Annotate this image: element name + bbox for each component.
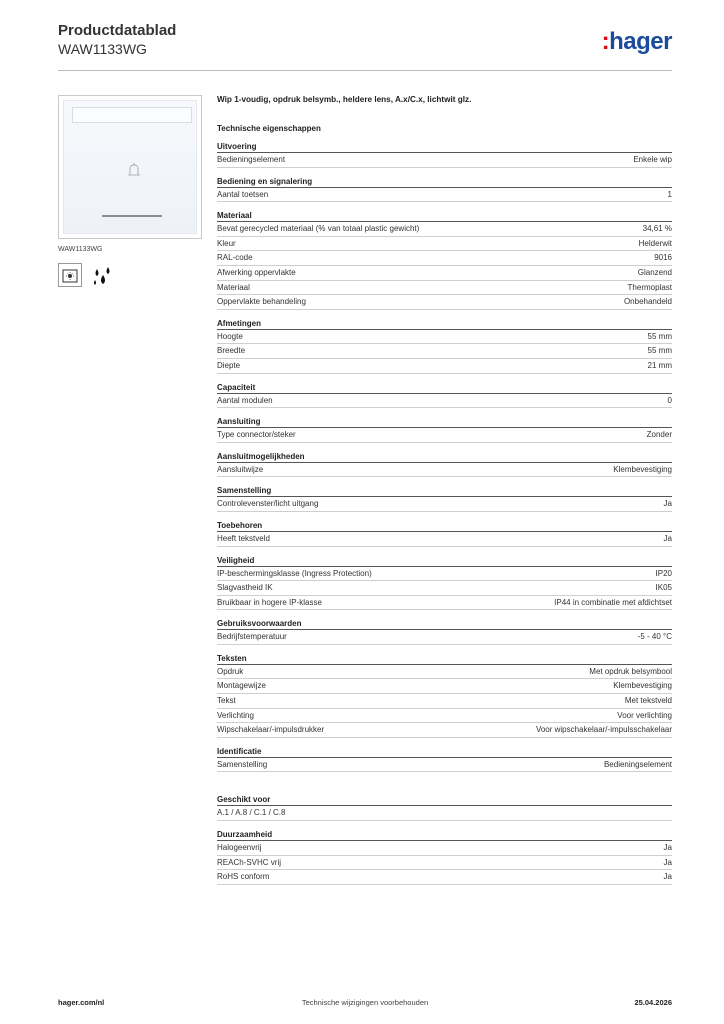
- group-title: Aansluitmogelijkheden: [217, 443, 672, 463]
- spec-value: Helderwit: [638, 238, 672, 248]
- spec-row: [217, 806, 672, 821]
- group-title: Samenstelling: [217, 477, 672, 497]
- spec-row: [217, 581, 672, 596]
- spec-row: [217, 758, 672, 773]
- spec-label: Montagewijze: [217, 681, 266, 691]
- spec-value: 34,61 %: [642, 224, 672, 234]
- spec-value: IP44 in combinatie met afdichtset: [554, 597, 672, 607]
- spec-value: Klembevestiging: [613, 464, 672, 474]
- spec-row: [217, 344, 672, 359]
- spec-value: Met tekstveld: [624, 696, 672, 706]
- spec-value: Bedieningselement: [603, 759, 672, 769]
- spec-label: Diepte: [217, 360, 241, 370]
- spec-row: [217, 153, 672, 168]
- spec-label: Hoogte: [217, 331, 243, 341]
- spec-row: [217, 497, 672, 512]
- spec-label: Wipschakelaar/-impulsdrukker: [217, 725, 325, 735]
- spec-label: Kleur: [217, 238, 236, 248]
- spec-group: [217, 310, 672, 374]
- spec-row: [217, 567, 672, 582]
- spec-row: [217, 679, 672, 694]
- article-number: WAW1133WG: [58, 41, 147, 57]
- spec-label: Bedieningselement: [217, 155, 286, 164]
- group-title: Materiaal: [217, 202, 672, 222]
- spec-row: [217, 630, 672, 645]
- spec-label: REACh-SVHC vrij: [217, 857, 282, 867]
- spec-group: [217, 133, 672, 168]
- product-image: [58, 95, 202, 239]
- spec-row: [217, 237, 672, 252]
- spec-label: Type connector/steker: [217, 430, 296, 440]
- spec-label: Bevat gerecycled materiaal (% van totaal plastic gewicht): [217, 224, 420, 234]
- product-description: Wip 1-voudig, opdruk belsymb., heldere lens, A.x/C.x, lichtwit glz.: [217, 95, 472, 104]
- spec-row: [217, 359, 672, 374]
- spec-value: IK05: [655, 583, 672, 593]
- spec-row: [217, 463, 672, 478]
- spec-label: Aansluitwijze: [217, 464, 264, 474]
- group-title: Afmetingen: [217, 310, 672, 330]
- spec-value: Glanzend: [637, 267, 672, 277]
- logo-text: hager: [609, 28, 672, 55]
- spec-group-suitable: [217, 786, 672, 821]
- spec-value: 9016: [654, 253, 672, 263]
- spec-row: [217, 596, 672, 611]
- spec-label: RAL-code: [217, 253, 253, 263]
- spec-label: Halogeenvrij: [217, 843, 262, 853]
- spec-label: Bedrijfstemperatuur: [217, 632, 287, 642]
- group-title: Aansluiting: [217, 408, 672, 428]
- spec-row: [217, 330, 672, 345]
- spec-row: [217, 723, 672, 738]
- website-link[interactable]: hager.com/nl: [58, 998, 105, 1007]
- image-caption: WAW1133WG: [58, 246, 103, 253]
- spec-groups: [217, 133, 672, 772]
- spec-value: 55 mm: [647, 346, 672, 356]
- footer-date: 25.04.2026: [634, 998, 672, 1007]
- spec-row: [217, 694, 672, 709]
- lens-strip: [72, 107, 192, 123]
- group-title: Toebehoren: [217, 512, 672, 532]
- spec-value: Voor wipschakelaar/-impulsschakelaar: [535, 725, 672, 735]
- spec-group-sustainability: [217, 821, 672, 885]
- spec-value: Met opdruk belsymbool: [589, 666, 672, 676]
- spec-row: [217, 266, 672, 281]
- spec-group: [217, 738, 672, 773]
- spec-group: [217, 547, 672, 611]
- spec-row: [217, 394, 672, 409]
- spec-value: Ja: [663, 533, 672, 543]
- spec-label: Aantal modulen: [217, 395, 273, 405]
- spec-label: Aantal toetsen: [217, 189, 269, 199]
- spec-group: [217, 477, 672, 512]
- spec-value: Thermoplast: [627, 282, 672, 292]
- group-title: Geschikt voor: [217, 786, 672, 806]
- spec-group: [217, 512, 672, 547]
- spec-value: Ja: [663, 843, 672, 853]
- spec-label: Opdruk: [217, 666, 244, 676]
- spec-value: -5 - 40 °C: [637, 632, 672, 642]
- light-indicator-icon: [58, 263, 82, 287]
- spec-row: [217, 188, 672, 203]
- document-title: Productdatablad: [58, 22, 177, 39]
- spec-label: Slagvastheid IK: [217, 583, 273, 593]
- spec-value: 1: [667, 189, 672, 199]
- group-title: Veiligheid: [217, 547, 672, 567]
- spec-label: IP-beschermingsklasse (Ingress Protection): [217, 568, 372, 578]
- spec-group: [217, 408, 672, 443]
- spec-label: RoHS conform: [217, 872, 270, 882]
- spec-row: [217, 428, 672, 443]
- hager-logo: [602, 28, 672, 56]
- group-title: Uitvoering: [217, 133, 672, 153]
- group-title: Capaciteit: [217, 374, 672, 394]
- water-drops-icon: [90, 263, 116, 289]
- spec-group: [217, 168, 672, 203]
- feature-badges: [58, 263, 202, 289]
- logo-colon: :: [601, 28, 610, 55]
- specifications: [217, 95, 672, 885]
- spec-value: 21 mm: [647, 360, 672, 370]
- spec-row: [217, 665, 672, 680]
- spec-row: [217, 222, 672, 237]
- spec-group: [217, 202, 672, 310]
- bell-icon: [127, 163, 141, 179]
- spec-label: Materiaal: [217, 282, 250, 292]
- spec-row: [217, 709, 672, 724]
- spec-value: Ja: [663, 857, 672, 867]
- spec-row: [217, 856, 672, 871]
- spec-label: Tekst: [217, 696, 236, 706]
- spec-group: [217, 443, 672, 478]
- text-field-line: [102, 215, 162, 217]
- group-title: Duurzaamheid: [217, 821, 672, 841]
- footer-notice: Technische wijzigingen voorbehouden: [301, 998, 429, 1007]
- spec-label: Oppervlakte behandeling: [217, 297, 306, 307]
- spec-group: [217, 610, 672, 645]
- group-title: Gebruiksvoorwaarden: [217, 610, 672, 630]
- section-heading: Technische eigenschappen: [217, 124, 321, 133]
- group-title: Teksten: [217, 645, 672, 665]
- spec-label: Heeft tekstveld: [217, 533, 270, 543]
- spec-value: Enkele wip: [633, 155, 672, 164]
- spec-value: Klembevestiging: [613, 681, 672, 691]
- spec-label: Afwerking oppervlakte: [217, 267, 296, 277]
- spec-label: Bruikbaar in hogere IP-klasse: [217, 597, 322, 607]
- product-panel: [58, 95, 202, 289]
- spec-row: [217, 281, 672, 296]
- spec-label: Breedte: [217, 346, 246, 356]
- spec-row: [217, 295, 672, 310]
- spec-value: Onbehandeld: [623, 297, 672, 307]
- spec-value: Zonder: [646, 430, 672, 440]
- spec-label: Controlevenster/licht uitgang: [217, 499, 319, 509]
- spec-group: [217, 645, 672, 738]
- spec-row: [217, 841, 672, 856]
- spec-value: Ja: [663, 499, 672, 509]
- group-title: Identificatie: [217, 738, 672, 758]
- spec-group: [217, 374, 672, 409]
- spec-label: Samenstelling: [217, 759, 268, 769]
- spec-row: [217, 870, 672, 885]
- spec-value: Ja: [663, 872, 672, 882]
- spec-label: A.1 / A.8 / C.1 / C.8: [217, 808, 286, 818]
- spec-value: Voor verlichting: [617, 710, 672, 720]
- page-header: [58, 22, 672, 71]
- spec-value: 0: [667, 395, 672, 405]
- spec-row: [217, 532, 672, 547]
- spec-label: Verlichting: [217, 710, 254, 720]
- spec-value: 55 mm: [647, 331, 672, 341]
- group-title: Bediening en signalering: [217, 168, 672, 188]
- spec-value: IP20: [655, 568, 672, 578]
- switch-plate: [63, 100, 197, 234]
- spec-row: [217, 251, 672, 266]
